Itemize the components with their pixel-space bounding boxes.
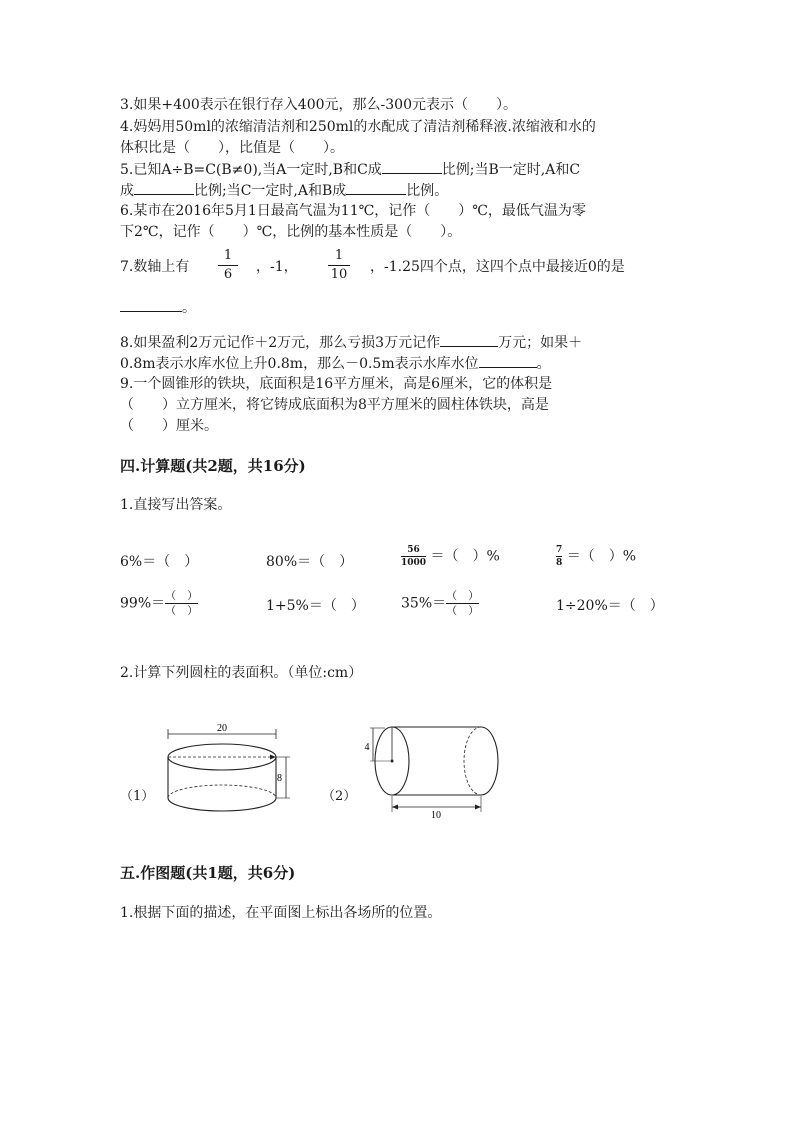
q8-text-c: 0.8m表示水库水位上升0.8m，那么－0.5m表示水库水位 [120, 356, 479, 372]
cylinder-bottom-back [168, 785, 276, 798]
fraction-denominator: 1000 [401, 558, 427, 568]
fraction-numerator: 56 [407, 545, 420, 555]
question-9-line-3: （ ）厘米。 [120, 418, 218, 434]
question-5-line-1 [120, 159, 580, 180]
question-6-line-2: 下2℃，记作（ ）℃，比例的基本性质是（ ）。 [120, 224, 462, 240]
section-4-prompt-1: 1.直接写出答案。 [120, 497, 232, 513]
answer-blank[interactable] [120, 297, 182, 312]
arrow-icon [392, 805, 398, 810]
question-7-prefix: 7.数轴上有 [120, 259, 190, 275]
calc-80-percent: 80%＝（ ） [266, 554, 354, 570]
fraction-denominator: 8 [556, 558, 563, 568]
arrow-icon [475, 805, 481, 810]
q5-text-b: 比例;当B一定时,A和C [441, 162, 581, 178]
calc-rest: ＝（ ）% [430, 548, 500, 565]
calc-56-over-1000 [401, 545, 500, 568]
question-7-rest: ，-1.25四个点，这四个点中最接近0的是 [370, 259, 625, 275]
question-5-line-2 [120, 180, 448, 201]
cylinder-right-back [464, 727, 481, 795]
q5-text-c: 成 [120, 183, 134, 199]
fraction-56-1000 [401, 545, 426, 568]
blank-fraction[interactable] [446, 590, 479, 617]
diameter-label: 20 [217, 723, 227, 734]
question-6-line-1: 6.某市在2016年5月1日最高气温为11℃，记作（ ）℃，最低气温为零 [120, 203, 586, 219]
calc-6-percent: 6%＝（ ） [120, 554, 199, 570]
question-4-line-1: 4.妈妈用50ml的浓缩清洁剂和250ml的水配成了清洁剂稀释液.浓缩液和水的 [120, 119, 596, 135]
answer-blank[interactable] [346, 180, 406, 195]
section-5-title: 五.作图题(共1题，共6分) [120, 864, 296, 882]
fraction-one-sixth [218, 248, 238, 283]
blank-fraction[interactable] [165, 590, 198, 617]
figure-2-tag: （2） [322, 789, 357, 804]
answer-blank[interactable] [440, 332, 498, 347]
figure-1-tag: （1） [120, 789, 155, 804]
height-label: 8 [277, 773, 282, 784]
center-dot [391, 760, 394, 763]
blank-denominator: （ ） [446, 604, 480, 617]
question-4-line-2: 体积比是（ ），比值是（ ）。 [120, 140, 344, 156]
question-7-mid: ，-1， [256, 259, 298, 275]
fraction-one-tenth [328, 248, 350, 283]
question-8-line-1 [120, 332, 582, 353]
cylinder-bottom-front [168, 798, 276, 811]
q5-text-d: 比例;当C一定时,A和B成 [194, 183, 347, 199]
q7-end-mark: 。 [182, 300, 196, 316]
calc-prefix: 99%＝ [120, 595, 166, 612]
calc-1-plus-5-percent: 1+5%＝（ ） [266, 598, 365, 614]
q8-text-b: 万元；如果＋ [498, 335, 583, 351]
blank-numerator: （ ） [446, 589, 480, 602]
cylinder-figure-1 [160, 720, 300, 820]
cylinder-figure-2 [360, 718, 510, 823]
answer-blank[interactable] [134, 180, 194, 195]
section-4-prompt-2: 2.计算下列圆柱的表面积。（单位:cm） [120, 665, 363, 681]
section-5-prompt-1: 1.根据下面的描述，在平面图上标出各场所的位置。 [120, 905, 442, 921]
length-label: 10 [431, 810, 441, 821]
question-7-end [120, 297, 196, 318]
calc-1-div-20-percent: 1÷20%＝（ ） [556, 598, 664, 614]
question-3: 3.如果+400表示在银行存入400元，那么-300元表示（ ）。 [120, 97, 517, 113]
blank-numerator: （ ） [165, 589, 199, 602]
q8-text-d: 。 [536, 356, 551, 372]
cylinder-right-front [481, 727, 498, 795]
fraction-numerator: 1 [223, 248, 233, 263]
question-9-line-1: 9.一个圆锥形的铁块，底面积是16平方厘米，高是6厘米，它的体积是 [120, 376, 553, 392]
fraction-numerator: 1 [334, 248, 344, 263]
calc-7-over-8 [556, 545, 636, 568]
fraction-denominator: 10 [330, 267, 348, 282]
answer-blank[interactable] [382, 159, 442, 174]
q8-text-a: 8.如果盈利2万元记作＋2万元，那么亏损3万元记作 [120, 335, 441, 351]
answer-blank[interactable] [479, 353, 537, 368]
section-4-title: 四.计算题(共2题，共16分) [120, 457, 306, 475]
question-9-line-2: （ ）立方厘米，将它铸成底面积为8平方厘米的圆柱体铁块，高是 [120, 397, 549, 413]
q5-text-e: 比例。 [406, 183, 449, 199]
calc-99-percent [120, 590, 198, 617]
radius-label: 4 [364, 742, 370, 753]
fraction-7-8 [556, 545, 562, 568]
fraction-numerator: 7 [556, 545, 563, 555]
blank-denominator: （ ） [165, 604, 199, 617]
fraction-denominator: 6 [223, 267, 233, 282]
question-8-line-2 [120, 353, 551, 374]
q5-text-a: 5.已知A÷B=C(B≠0),当A一定时,B和C成 [120, 162, 382, 178]
calc-prefix: 35%＝ [401, 595, 447, 612]
calc-rest: ＝（ ）% [566, 548, 637, 565]
calc-35-percent [401, 590, 479, 617]
